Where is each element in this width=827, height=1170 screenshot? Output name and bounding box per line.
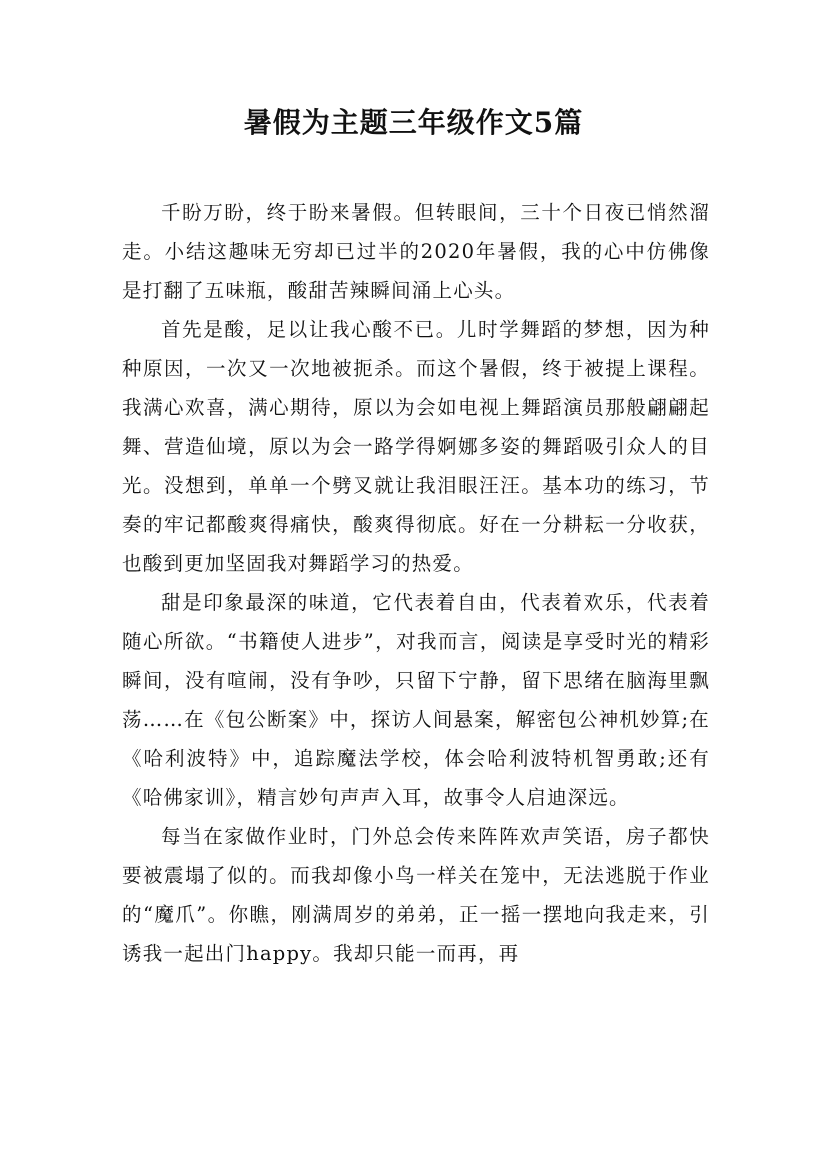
paragraph-1: 千盼万盼，终于盼来暑假。但转眼间，三十个日夜已悄然溜走。小结这趣味无穷却已过半的2020年暑假，我的心中仿佛像是打翻了五味瓶，酸甜苦辣瞬间涌上心头。 xyxy=(122,201,710,302)
document-title: 暑假为主题三年级作文5篇 xyxy=(243,106,584,139)
paragraph-2: 首先是酸，足以让我心酸不已。儿时学舞蹈的梦想，因为种种原因，一次又一次地被扼杀。而这个暑假，终于被提上课程。我满心欢喜，满心期待，原以为会如电视上舞蹈演员那般翩翩起舞、营造仙境，原以为会一路学得婀娜多姿的舞蹈吸引众人的目光。没想到，单单一个劈叉就让我泪眼汪汪。基本功的练习，节奏的牢记都酸爽得痛快，酸爽得彻底。好在一分耕耘一分收获，也酸到更加坚固我对舞蹈学习的热爱。 xyxy=(122,318,710,575)
paragraph-3: 甜是印象最深的味道，它代表着自由，代表着欢乐，代表着随心所欲。“书籍使人进步”，对我而言，阅读是享受时光的精彩瞬间，没有喧闹，没有争吵，只留下宁静，留下思绪在脑海里飘荡……在《包公断案》中，探访人间悬案，解密包公神机妙算;在《哈利波特》中，追踪魔法学校，体会哈利波特机智勇敢;还有《哈佛家训》，精言妙句声声入耳，故事令人启迪深远。 xyxy=(122,591,710,809)
document-body xyxy=(122,193,710,973)
paragraph-4: 每当在家做作业时，门外总会传来阵阵欢声笑语，房子都快要被震塌了似的。而我却像小鸟一样关在笼中，无法逃脱于作业的“魔爪”。你瞧，刚满周岁的弟弟，正一摇一摆地向我走来，引诱我一起出门happy。我却只能一而再，再 xyxy=(122,825,710,965)
